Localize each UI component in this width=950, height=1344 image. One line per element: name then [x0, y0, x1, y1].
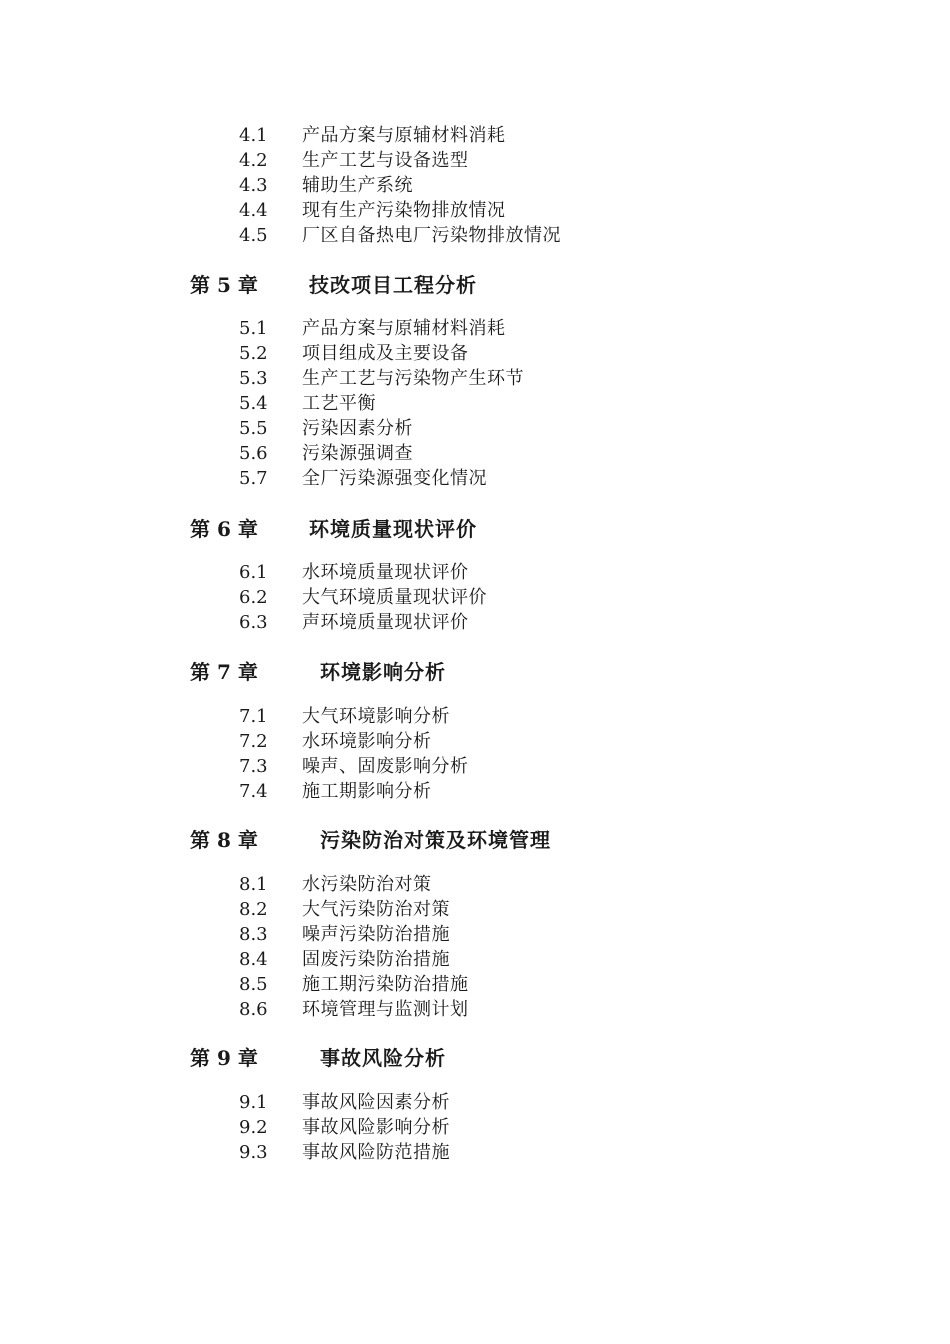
section-number: 8.2: [239, 899, 268, 920]
section-number: 9.2: [239, 1117, 268, 1138]
chapter-title: 技改项目工程分析: [309, 273, 477, 297]
section-title: 生产工艺与设备选型: [302, 150, 469, 171]
section-title: 声环境质量现状评价: [302, 612, 469, 633]
section-number: 9.1: [239, 1092, 268, 1113]
section-title: 大气污染防治对策: [302, 899, 450, 920]
section-number: 8.3: [239, 924, 268, 945]
section-title: 水环境影响分析: [302, 731, 432, 752]
section-number: 6.3: [239, 612, 268, 633]
chapter-title: 环境影响分析: [320, 660, 446, 684]
section-title: 大气环境质量现状评价: [302, 587, 487, 608]
section-title: 水环境质量现状评价: [302, 562, 469, 583]
section-number: 6.1: [239, 562, 268, 583]
section-title: 噪声、固废影响分析: [302, 756, 469, 777]
section-number: 8.5: [239, 974, 268, 995]
section-number: 7.2: [239, 731, 268, 752]
chapter-title: 事故风险分析: [320, 1046, 446, 1070]
section-number: 5.3: [239, 368, 268, 389]
section-title: 环境管理与监测计划: [302, 999, 469, 1020]
section-title: 水污染防治对策: [302, 874, 432, 895]
chapter-number: 第 6 章: [190, 517, 258, 541]
section-number: 5.7: [239, 468, 268, 489]
section-number: 9.3: [239, 1142, 268, 1163]
section-title: 噪声污染防治措施: [302, 924, 450, 945]
section-number: 4.5: [239, 225, 268, 246]
section-title: 工艺平衡: [302, 393, 376, 414]
section-title: 污染源强调查: [302, 443, 413, 464]
section-title: 产品方案与原辅材料消耗: [302, 318, 506, 339]
section-title: 全厂污染源强变化情况: [302, 468, 487, 489]
section-number: 8.4: [239, 949, 268, 970]
section-title: 施工期污染防治措施: [302, 974, 469, 995]
section-number: 6.2: [239, 587, 268, 608]
section-number: 4.4: [239, 200, 268, 221]
section-number: 4.1: [239, 125, 268, 146]
section-title: 固废污染防治措施: [302, 949, 450, 970]
section-number: 5.6: [239, 443, 268, 464]
section-title: 事故风险防范措施: [302, 1142, 450, 1163]
section-number: 8.1: [239, 874, 268, 895]
section-title: 生产工艺与污染物产生环节: [302, 368, 524, 389]
chapter-number: 第 8 章: [190, 828, 258, 852]
chapter-number: 第 7 章: [190, 660, 258, 684]
section-title: 现有生产污染物排放情况: [302, 200, 506, 221]
section-number: 5.4: [239, 393, 268, 414]
section-title: 大气环境影响分析: [302, 706, 450, 727]
section-title: 事故风险影响分析: [302, 1117, 450, 1138]
chapter-number: 第 5 章: [190, 273, 258, 297]
section-number: 8.6: [239, 999, 268, 1020]
section-title: 污染因素分析: [302, 418, 413, 439]
section-number: 4.2: [239, 150, 268, 171]
section-title: 辅助生产系统: [302, 175, 413, 196]
section-number: 5.1: [239, 318, 268, 339]
chapter-title: 环境质量现状评价: [309, 517, 477, 541]
chapter-number: 第 9 章: [190, 1046, 258, 1070]
section-number: 5.5: [239, 418, 268, 439]
section-title: 施工期影响分析: [302, 781, 432, 802]
section-number: 7.1: [239, 706, 268, 727]
section-title: 产品方案与原辅材料消耗: [302, 125, 506, 146]
section-title: 项目组成及主要设备: [302, 343, 469, 364]
chapter-title: 污染防治对策及环境管理: [320, 828, 551, 852]
section-title: 厂区自备热电厂污染物排放情况: [302, 225, 561, 246]
section-number: 4.3: [239, 175, 268, 196]
section-number: 5.2: [239, 343, 268, 364]
section-number: 7.3: [239, 756, 268, 777]
section-number: 7.4: [239, 781, 268, 802]
section-title: 事故风险因素分析: [302, 1092, 450, 1113]
